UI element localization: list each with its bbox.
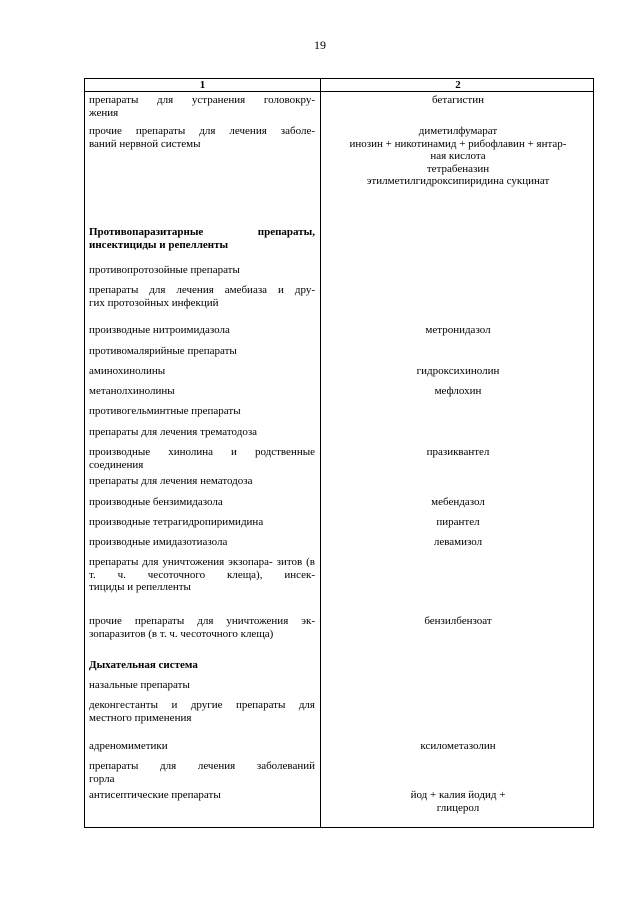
category-line: препараты для уничтожения экзопара-: [89, 556, 273, 568]
category-line: зитов (в т. ч. чесоточного клеща), инсек-: [89, 556, 315, 581]
category-cell: [89, 760, 315, 785]
category-line: инсектициды и репелленты: [89, 238, 229, 251]
category-line: препараты для лечения амебиаза и дру-: [89, 284, 315, 296]
category-cell: препараты для лечения трематодоза: [89, 426, 258, 438]
drug-cell: бензилбензоат: [424, 615, 492, 627]
category-cell: [89, 699, 315, 724]
category-cell: назальные препараты: [89, 679, 190, 691]
category-line: прочие препараты для уничтожения эк-: [89, 615, 315, 627]
drug-line: этилметилгидроксипиридина сукцинат: [366, 175, 550, 187]
category-cell: противогельминтные препараты: [89, 405, 241, 417]
section-heading: Дыхательная система: [89, 659, 198, 671]
category-cell: антисептические препараты: [89, 789, 221, 801]
drug-cell: [321, 789, 595, 814]
category-cell: аминохинолины: [89, 365, 166, 377]
category-cell: [89, 125, 315, 150]
drug-line: ная кислота: [430, 150, 486, 162]
drug-line: инозин + никотинамид + рибофлавин + янтар-: [349, 137, 567, 150]
category-cell: препараты для лечения нематодоза: [89, 475, 253, 487]
category-cell: [89, 615, 315, 640]
header-divider: [85, 91, 593, 92]
category-line: препараты для устранения головокру-: [89, 94, 315, 106]
category-line: ваний нервной системы: [89, 137, 201, 150]
category-line: жения: [89, 106, 119, 119]
category-line: гих протозойных инфекций: [89, 296, 219, 309]
category-line: тициды и репелленты: [89, 581, 191, 593]
category-cell: противомалярийные препараты: [89, 345, 237, 357]
category-line: прочие препараты для лечения заболе-: [89, 125, 315, 137]
drug-cell: мебендазол: [431, 496, 485, 508]
drug-cell: гидроксихинолин: [416, 365, 500, 377]
category-line: Противопаразитарные препараты,: [89, 226, 315, 238]
category-line: местного применения: [89, 711, 192, 724]
category-cell: [89, 446, 315, 471]
drug-table: [84, 78, 594, 828]
category-cell: противопротозойные препараты: [89, 264, 240, 276]
header-column-2: 2: [455, 79, 461, 91]
drug-cell: левамизол: [433, 536, 483, 548]
category-line: деконгестанты и другие препараты для: [89, 699, 315, 711]
drug-cell: [321, 94, 595, 107]
drug-line: бетагистин: [431, 94, 485, 106]
category-cell: адреномиметики: [89, 740, 168, 752]
category-cell: производные имидазотиазола: [89, 536, 228, 548]
category-line: горла: [89, 772, 115, 785]
drug-cell: ксилометазолин: [420, 740, 496, 752]
drug-cell: празиквантел: [426, 446, 490, 458]
category-cell: метанолхинолины: [89, 385, 175, 397]
section-heading: [89, 226, 315, 251]
page-number: 19: [314, 38, 326, 52]
header-column-1: 1: [199, 79, 206, 91]
category-cell: производные тетрагидропиримидина: [89, 516, 264, 528]
category-line: соединения: [89, 458, 144, 471]
category-cell: [89, 284, 315, 309]
category-cell: [89, 94, 315, 119]
category-line: производные хинолина и родственные: [89, 446, 315, 458]
drug-cell: мефлохин: [434, 385, 482, 397]
category-line: зопаразитов (в т. ч. чесоточного клеща): [89, 627, 274, 640]
category-cell: [89, 556, 315, 594]
drug-line: тетрабеназин: [426, 162, 490, 175]
drug-line: диметилфумарат: [418, 125, 498, 137]
drug-cell: пирантел: [436, 516, 480, 528]
drug-cell: [321, 125, 595, 188]
category-line: препараты для лечения заболеваний: [89, 760, 315, 772]
drug-cell: метронидазол: [425, 324, 491, 336]
category-cell: производные бензимидазола: [89, 496, 223, 508]
drug-line: глицерол: [436, 801, 480, 814]
drug-line: йод + калия йодид +: [410, 789, 506, 801]
category-cell: производные нитроимидазола: [89, 324, 230, 336]
